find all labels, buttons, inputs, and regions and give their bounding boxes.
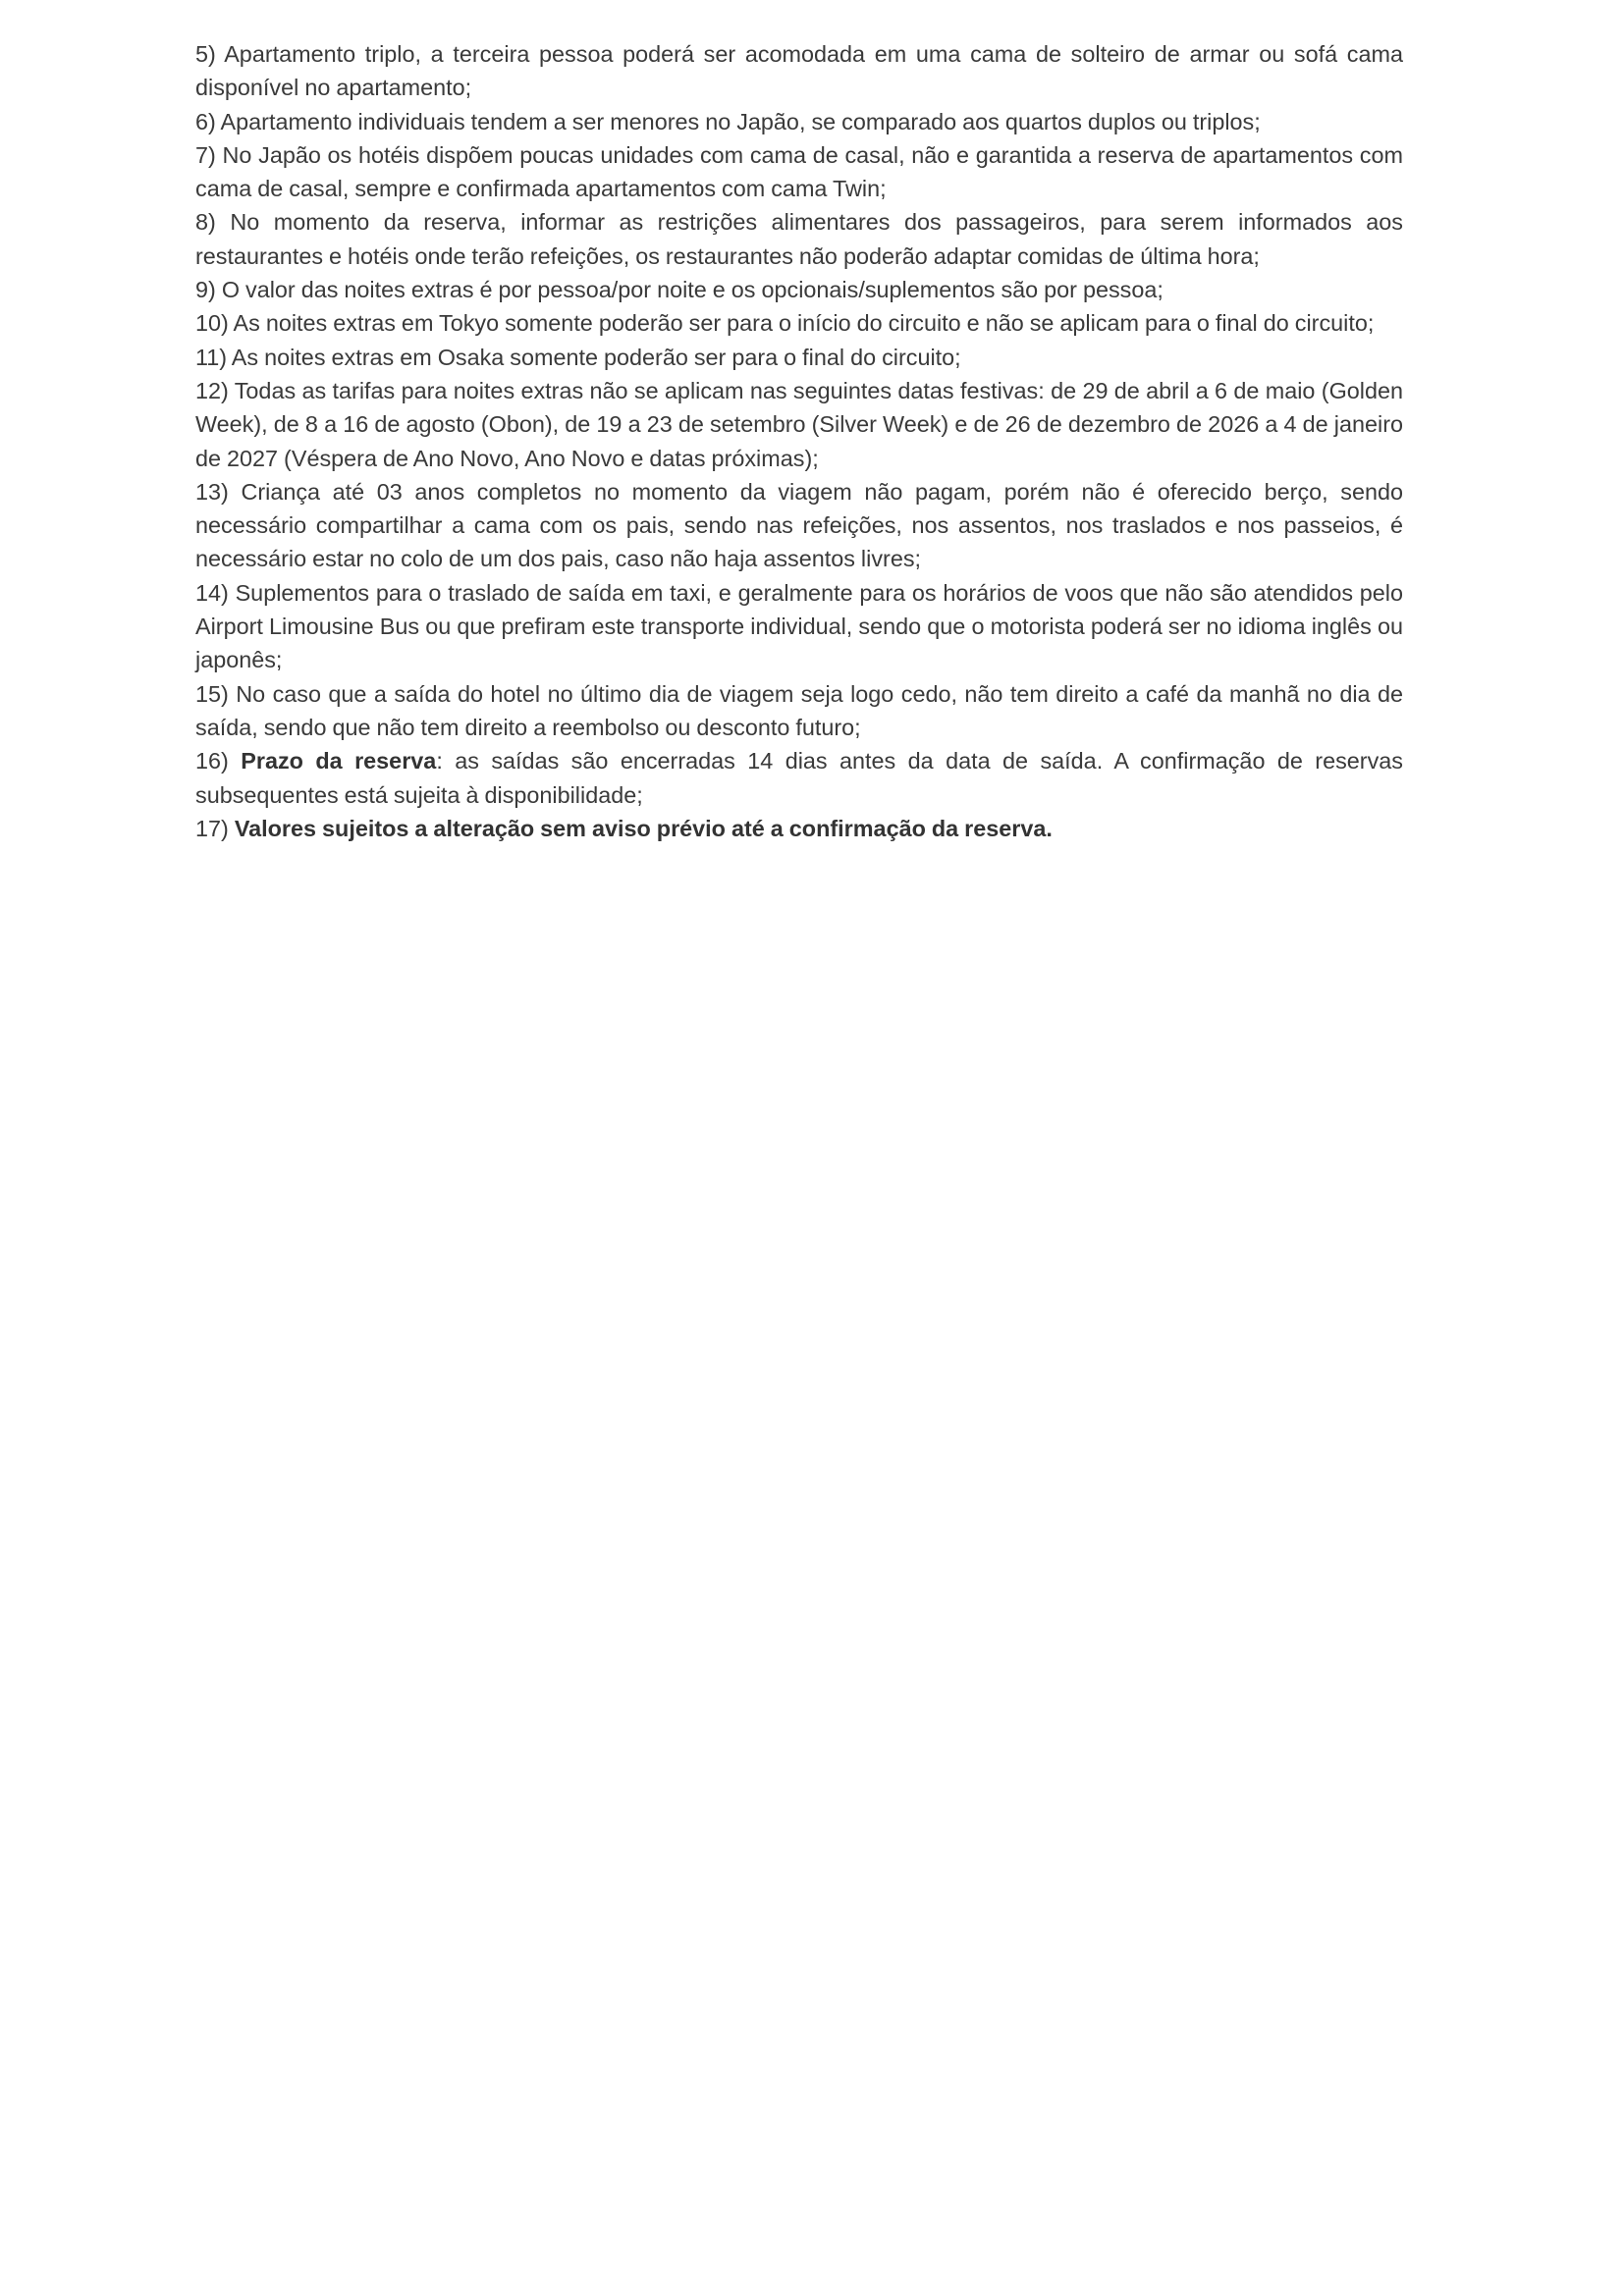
term-item-9	[195, 273, 1403, 306]
term-item-14	[195, 576, 1403, 677]
item-number: 9)	[195, 277, 216, 303]
item-number: 7)	[195, 141, 216, 168]
item-number: 14)	[195, 579, 229, 606]
term-item-7	[195, 138, 1403, 206]
item-number: 10)	[195, 310, 229, 337]
item-number: 16)	[195, 748, 229, 774]
item-text: Todas as tarifas para noites extras não se aplicam nas seguintes datas festivas: de 29 de abril a 6 de maio (Golden Week), de 8 a 16 de agosto (Obon), de 19 a 23 de setembro (Silver Week) e de 26 de dezembro de 2026 a 4 de janeiro de 2027 (Véspera de Ano Novo, Ano Novo e datas próximas);	[195, 377, 1404, 471]
item-text: No momento da reserva, informar as restrições alimentares dos passageiros, para serem informados aos restaurantes e hotéis onde terão refeições, os restaurantes não poderão adaptar comidas de última hora;	[195, 209, 1403, 269]
term-item-5	[195, 37, 1403, 105]
item-text: As noites extras em Tokyo somente poderão ser para o início do circuito e não se aplicam para o final do circuito;	[233, 310, 1375, 337]
item-number: 11)	[195, 344, 228, 370]
item-number: 12)	[195, 377, 229, 403]
item-text: Criança até 03 anos completos no momento da viagem não pagam, porém não é oferecido berço, sendo necessário compartilhar a cama com os pais, sendo nas refeições, nos assentos, nos traslados e nos passeios, é necessário estar no colo de um dos pais, caso não haja assentos livres;	[195, 478, 1403, 572]
term-item-17	[195, 812, 1403, 845]
item-text: No caso que a saída do hotel no último dia de viagem seja logo cedo, não tem direito a café da manhã no dia de saída, sendo que não tem direito a reembolso ou desconto futuro;	[195, 680, 1404, 740]
price-disclaimer: Valores sujeitos a alteração sem aviso prévio até a confirmação da reserva.	[234, 815, 1053, 841]
term-item-11	[195, 341, 1403, 374]
item-text: O valor das noites extras é por pessoa/por noite e os opcionais/suplementos são por pessoa;	[221, 277, 1164, 303]
item-text: Suplementos para o traslado de saída em taxi, e geralmente para os horários de voos que não são atendidos pelo Airport Limousine Bus ou que prefiram este transporte individual, sendo que o motorista poderá ser no idioma inglês ou japonês;	[195, 579, 1404, 673]
term-item-10	[195, 306, 1403, 340]
item-text: As noites extras em Osaka somente poderão ser para o final do circuito;	[231, 344, 961, 370]
item-number: 5)	[195, 41, 216, 67]
item-text: : as saídas são encerradas 14 dias antes da data de saída. A confirmação de reservas subsequentes está sujeita à disponibilidade;	[195, 748, 1403, 808]
item-text: Apartamento triplo, a terceira pessoa poderá ser acomodada em uma cama de solteiro de armar ou sofá cama disponível no apartamento;	[195, 41, 1403, 101]
item-number: 17)	[195, 815, 229, 841]
item-text: Apartamento individuais tendem a ser menores no Japão, se comparado aos quartos duplos ou triplos;	[220, 108, 1261, 134]
term-item-12	[195, 374, 1403, 475]
item-number: 8)	[195, 209, 216, 236]
term-item-15	[195, 677, 1403, 745]
item-number: 15)	[195, 680, 229, 707]
booking-deadline-label: Prazo da reserva	[241, 748, 437, 774]
term-item-8	[195, 205, 1403, 273]
item-number: 6)	[195, 108, 216, 134]
item-number: 13)	[195, 478, 229, 505]
term-item-6	[195, 105, 1403, 138]
terms-list	[195, 37, 1403, 845]
item-text: No Japão os hotéis dispõem poucas unidades com cama de casal, não e garantida a reserva de apartamentos com cama de casal, sempre e confirmada apartamentos com cama Twin;	[195, 141, 1403, 202]
term-item-13	[195, 475, 1403, 576]
term-item-16	[195, 744, 1403, 812]
